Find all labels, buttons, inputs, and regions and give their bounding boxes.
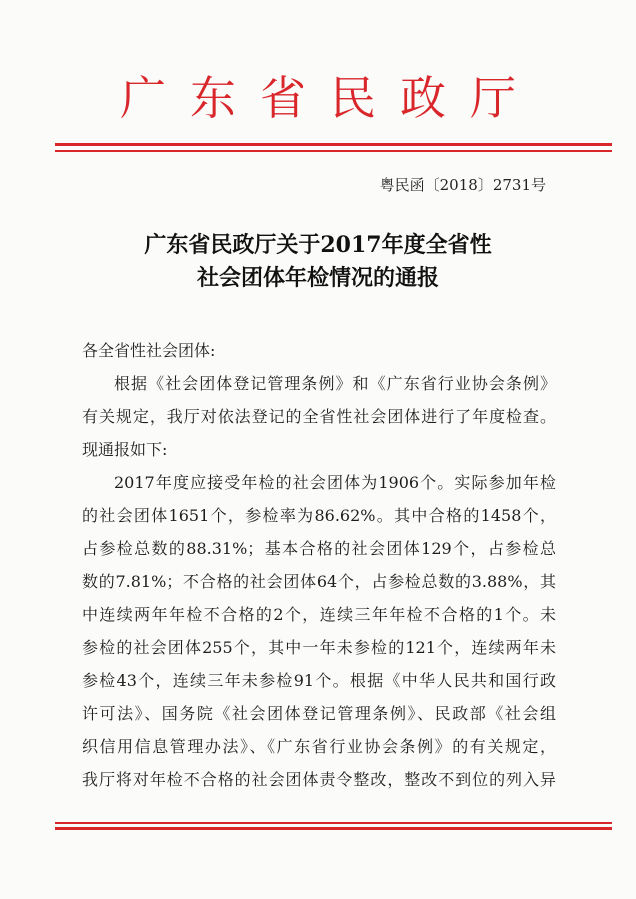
body-line: 参检43个，连续三年未参检91个。根据《中华人民共和国行政 bbox=[82, 671, 556, 690]
salutation: 各全省性社会团体: bbox=[82, 341, 216, 360]
body-line: 占参检总数的88.31%；基本合格的社会团体129个，占参检总 bbox=[82, 539, 556, 558]
document-title-line-2: 社会团体年检情况的通报 bbox=[196, 265, 439, 291]
document-title-line-1: 广东省民政厅关于2017年度全省性 bbox=[144, 232, 492, 258]
body-line: 数的7.81%；不合格的社会团体64个，占参检总数的3.88%，其 bbox=[82, 572, 556, 591]
document-number: 粤民函〔2018〕2731号 bbox=[379, 176, 546, 194]
issuing-authority-header: 广东省民政厅 bbox=[120, 71, 540, 125]
body-line: 织信用信息管理办法》、《广东省行业协会条例》的有关规定， bbox=[82, 737, 556, 756]
body-line: 现通报如下: bbox=[82, 440, 168, 459]
footer-red-rule-thin bbox=[55, 822, 612, 824]
body-line: 有关规定，我厅对依法登记的全省性社会团体进行了年度检查。 bbox=[82, 407, 556, 426]
body-line: 参检的社会团体255个，其中一年未参检的121个，连续两年未 bbox=[82, 638, 556, 657]
document-body bbox=[82, 334, 556, 796]
body-line: 根据《社会团体登记管理条例》和《广东省行业协会条例》 bbox=[114, 374, 556, 393]
body-line: 许可法》、国务院《社会团体登记管理条例》、民政部《社会组 bbox=[82, 704, 556, 723]
body-line: 2017年度应接受年检的社会团体为1906个。实际参加年检 bbox=[114, 473, 556, 492]
header-red-rule-thick bbox=[55, 143, 612, 146]
header-red-rule-thin bbox=[55, 150, 612, 152]
body-line: 中连续两年年检不合格的2个，连续三年年检不合格的1个。未 bbox=[82, 605, 556, 624]
body-line: 的社会团体1651个，参检率为86.62%。其中合格的1458个， bbox=[82, 506, 556, 525]
body-line: 我厅将对年检不合格的社会团体责令整改，整改不到位的列入异 bbox=[82, 770, 556, 789]
footer-red-rule-thick bbox=[55, 827, 612, 830]
